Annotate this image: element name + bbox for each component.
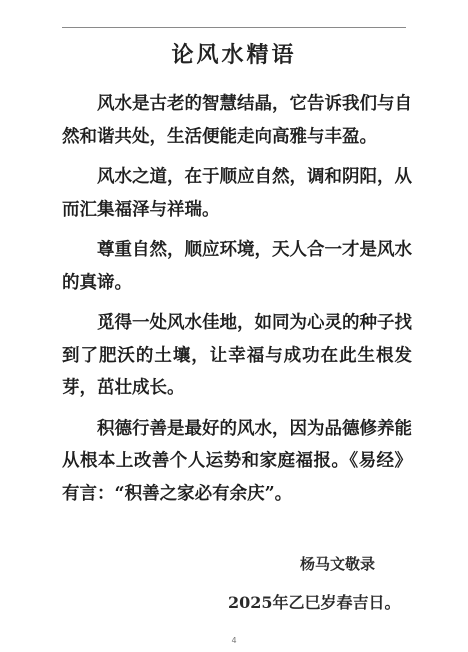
date-line: 2025年乙巳岁春吉日。 bbox=[228, 593, 401, 612]
top-divider bbox=[62, 27, 406, 28]
signature: 杨马文敬录 bbox=[300, 555, 376, 573]
paragraph: 尊重自然，顺应环境，天人合一才是风水的真谛。 bbox=[62, 240, 412, 293]
paragraph: 风水是古老的智慧结晶，它告诉我们与自然和谐共处，生活便能走向高雅与丰盈。 bbox=[62, 94, 412, 147]
page-title: 论风水精语 bbox=[171, 43, 297, 68]
page-number: 4 bbox=[231, 636, 237, 645]
paragraph: 风水之道，在于顺应自然，调和阴阳，从而汇集福泽与祥瑞。 bbox=[62, 167, 412, 220]
paragraph: 觅得一处风水佳地，如同为心灵的种子找到了肥沃的土壤，让幸福与成功在此生根发芽，茁壮成长。 bbox=[62, 313, 412, 398]
document-body bbox=[62, 88, 412, 518]
paragraph: 积德行善是最好的风水，因为品德修养能从根本上改善个人运势和家庭福报。《易经》有言：“积善之家必有余庆”。 bbox=[62, 418, 412, 504]
